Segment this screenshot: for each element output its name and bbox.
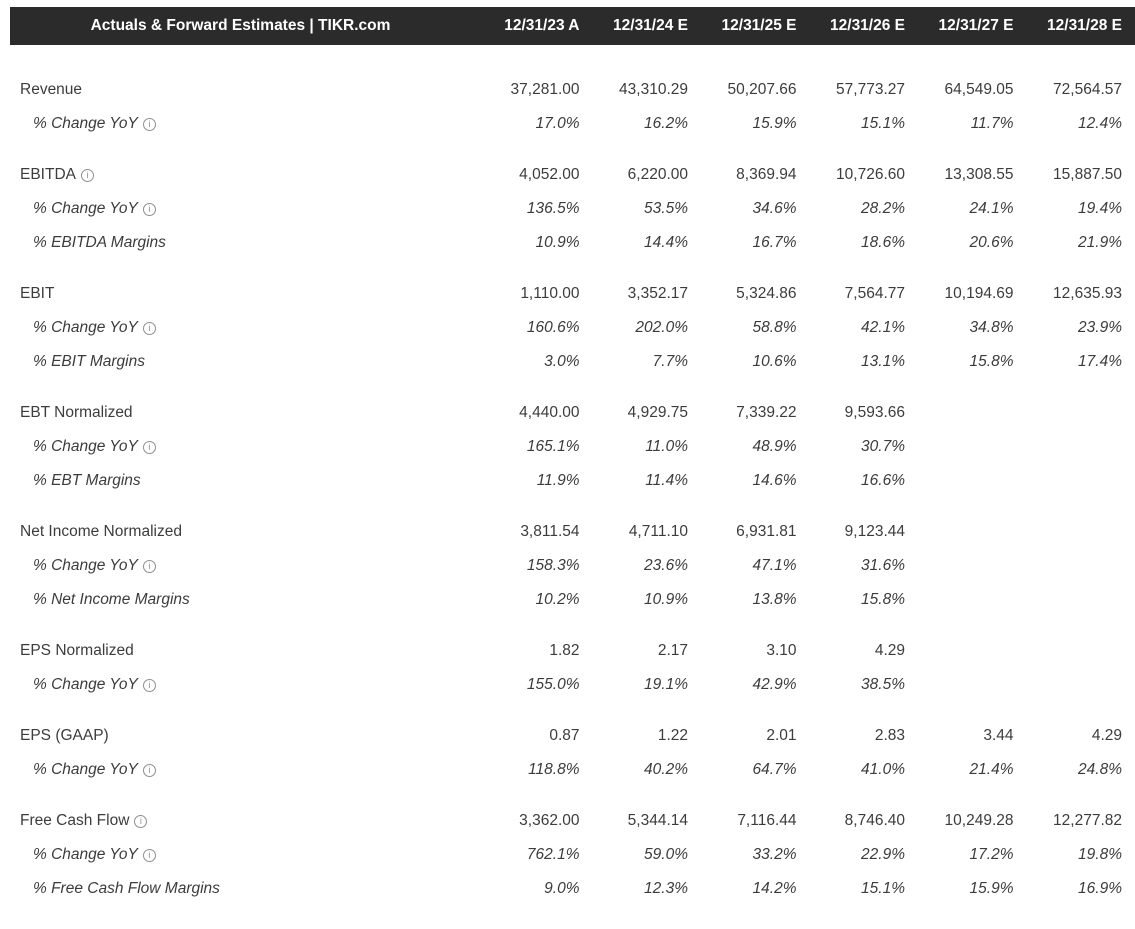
value-cell: 2.83 — [874, 727, 905, 744]
value-cell: 50,207.66 — [727, 81, 797, 98]
value-cell: 24.1% — [969, 200, 1014, 217]
value-cell: 15.9% — [969, 880, 1014, 897]
value-cell: 3,352.17 — [627, 285, 688, 302]
value-cell: 42.1% — [861, 319, 905, 336]
value-cell: 15.1% — [861, 880, 905, 897]
value-cell: 10.9% — [644, 591, 688, 608]
metric-section — [0, 719, 1122, 787]
row-label-cell — [0, 880, 471, 898]
value-cell: 21.4% — [969, 761, 1014, 778]
sub-metric-row — [0, 430, 1122, 464]
value-cell: 59.0% — [644, 846, 688, 863]
value-cell: 0.87 — [549, 727, 580, 744]
row-label-cell — [0, 81, 471, 99]
value-cell: 8,746.40 — [844, 812, 905, 829]
value-cell: 10,194.69 — [944, 285, 1014, 302]
value-cell: 3.0% — [544, 353, 580, 370]
value-cell: 7,339.22 — [736, 404, 797, 421]
row-label-cell — [0, 472, 471, 490]
row-label: % Change YoY — [33, 676, 138, 693]
sub-metric-row — [0, 464, 1122, 498]
value-cell: 57,773.27 — [836, 81, 905, 98]
value-cell: 6,931.81 — [736, 523, 797, 540]
table-header-bar — [10, 7, 1135, 45]
row-label-cell — [0, 166, 471, 184]
value-cell: 7,116.44 — [737, 812, 797, 829]
value-cell: 11.7% — [970, 115, 1014, 132]
value-cell: 17.2% — [969, 846, 1014, 863]
value-cell: 41.0% — [861, 761, 905, 778]
sub-metric-row — [0, 838, 1122, 872]
value-cell: 42.9% — [752, 676, 797, 693]
value-cell: 13.1% — [861, 353, 905, 370]
value-cell: 24.8% — [1078, 761, 1122, 778]
value-cell: 48.9% — [752, 438, 797, 455]
value-cell: 16.2% — [644, 115, 688, 132]
value-cell: 14.2% — [752, 880, 797, 897]
value-cell: 22.9% — [861, 846, 905, 863]
metric-row — [0, 396, 1122, 430]
metric-section — [0, 396, 1122, 498]
row-label-cell — [0, 676, 471, 694]
value-cell: 58.8% — [752, 319, 797, 336]
value-cell: 19.1% — [644, 676, 688, 693]
value-cell: 34.8% — [969, 319, 1014, 336]
value-cell: 53.5% — [644, 200, 688, 217]
metric-row — [0, 515, 1122, 549]
row-label: % EBT Margins — [33, 472, 141, 489]
value-cell: 30.7% — [861, 438, 905, 455]
column-header: 12/31/25 E — [721, 17, 797, 34]
info-icon[interactable]: i — [143, 764, 156, 777]
value-cell: 15.1% — [861, 115, 905, 132]
sub-metric-row — [0, 583, 1122, 617]
sub-metric-row — [0, 345, 1122, 379]
metric-row — [0, 158, 1122, 192]
sub-metric-row — [0, 311, 1122, 345]
value-cell: 4,929.75 — [627, 404, 688, 421]
value-cell: 4,440.00 — [519, 404, 580, 421]
value-cell: 9,593.66 — [844, 404, 905, 421]
row-label: % Change YoY — [33, 761, 138, 778]
value-cell: 1.22 — [657, 727, 688, 744]
info-icon[interactable]: i — [81, 169, 94, 182]
value-cell: 20.6% — [969, 234, 1014, 251]
metric-row — [0, 634, 1122, 668]
value-cell: 19.4% — [1078, 200, 1122, 217]
value-cell: 1,110.00 — [520, 285, 580, 302]
value-cell: 16.6% — [861, 472, 905, 489]
value-cell: 18.6% — [861, 234, 905, 251]
row-label: % Change YoY — [33, 200, 138, 217]
value-cell: 72,564.57 — [1053, 81, 1122, 98]
metric-row — [0, 73, 1122, 107]
row-label-cell — [0, 234, 471, 252]
info-icon[interactable]: i — [134, 815, 147, 828]
sub-metric-row — [0, 872, 1122, 906]
value-cell: 37,281.00 — [510, 81, 580, 98]
row-label: EPS (GAAP) — [20, 727, 109, 744]
value-cell: 16.9% — [1078, 880, 1122, 897]
value-cell: 4.29 — [1091, 727, 1122, 744]
value-cell: 5,344.14 — [627, 812, 688, 829]
value-cell: 19.8% — [1078, 846, 1122, 863]
value-cell: 7,564.77 — [844, 285, 905, 302]
row-label: EBITDA — [20, 166, 76, 183]
value-cell: 160.6% — [526, 319, 580, 336]
row-label-cell — [0, 353, 471, 371]
value-cell: 17.0% — [535, 115, 580, 132]
value-cell: 38.5% — [861, 676, 905, 693]
value-cell: 11.0% — [645, 438, 688, 455]
row-label: % Net Income Margins — [33, 591, 190, 608]
info-icon[interactable]: i — [143, 679, 156, 692]
value-cell: 118.8% — [528, 761, 580, 778]
value-cell: 155.0% — [526, 676, 580, 693]
value-cell: 31.6% — [861, 557, 905, 574]
row-label-cell — [0, 846, 471, 864]
value-cell: 23.9% — [1078, 319, 1122, 336]
value-cell: 15.8% — [861, 591, 905, 608]
row-label-cell — [0, 200, 471, 218]
value-cell: 2.01 — [766, 727, 797, 744]
value-cell: 10.9% — [535, 234, 580, 251]
info-icon[interactable]: i — [143, 560, 156, 573]
value-cell: 9,123.44 — [844, 523, 905, 540]
sub-metric-row — [0, 226, 1122, 260]
row-label: EBT Normalized — [20, 404, 133, 421]
sub-metric-row — [0, 549, 1122, 583]
value-cell: 21.9% — [1078, 234, 1122, 251]
metric-section — [0, 277, 1122, 379]
value-cell: 8,369.94 — [736, 166, 797, 183]
column-header: 12/31/28 E — [1047, 17, 1122, 34]
value-cell: 11.4% — [645, 472, 688, 489]
row-label-cell — [0, 591, 471, 609]
value-cell: 10,726.60 — [836, 166, 905, 183]
row-label: % Change YoY — [33, 846, 138, 863]
sub-metric-row — [0, 192, 1122, 226]
info-icon[interactable]: i — [143, 441, 156, 454]
metric-row — [0, 804, 1122, 838]
row-label-cell — [0, 642, 471, 660]
info-icon[interactable]: i — [143, 849, 156, 862]
row-label-cell — [0, 727, 471, 745]
row-label: % EBIT Margins — [33, 353, 145, 370]
row-label-cell — [0, 438, 471, 456]
row-label: % EBITDA Margins — [33, 234, 166, 251]
value-cell: 64.7% — [752, 761, 797, 778]
value-cell: 10.6% — [752, 353, 797, 370]
value-cell: 165.1% — [526, 438, 580, 455]
value-cell: 4.29 — [874, 642, 905, 659]
row-label-cell — [0, 523, 471, 541]
metric-section — [0, 73, 1122, 141]
value-cell: 9.0% — [544, 880, 580, 897]
row-label-cell — [0, 319, 471, 337]
metric-section — [0, 804, 1122, 906]
value-cell: 33.2% — [752, 846, 797, 863]
row-label-cell — [0, 761, 471, 779]
metric-section — [0, 158, 1122, 260]
row-label-cell — [0, 404, 471, 422]
metric-section — [0, 634, 1122, 702]
info-icon[interactable]: i — [143, 118, 156, 131]
value-cell: 47.1% — [752, 557, 797, 574]
value-cell: 13,308.55 — [944, 166, 1014, 183]
value-cell: 7.7% — [652, 353, 688, 370]
row-label: % Change YoY — [33, 438, 138, 455]
value-cell: 23.6% — [644, 557, 688, 574]
value-cell: 16.7% — [752, 234, 797, 251]
value-cell: 43,310.29 — [619, 81, 688, 98]
sub-metric-row — [0, 107, 1122, 141]
column-header: 12/31/24 E — [613, 17, 688, 34]
value-cell: 14.6% — [752, 472, 797, 489]
value-cell: 2.17 — [657, 642, 688, 659]
value-cell: 3,811.54 — [520, 523, 580, 540]
metric-row — [0, 277, 1122, 311]
value-cell: 10,249.28 — [944, 812, 1014, 829]
info-icon[interactable]: i — [143, 322, 156, 335]
value-cell: 12,277.82 — [1053, 812, 1122, 829]
value-cell: 17.4% — [1078, 353, 1122, 370]
value-cell: 13.8% — [752, 591, 797, 608]
row-label-cell — [0, 812, 471, 830]
sub-metric-row — [0, 753, 1122, 787]
value-cell: 3.44 — [983, 727, 1014, 744]
value-cell: 12.4% — [1078, 115, 1122, 132]
row-label: % Change YoY — [33, 319, 138, 336]
row-label: EBIT — [20, 285, 55, 302]
value-cell: 10.2% — [535, 591, 580, 608]
value-cell: 28.2% — [861, 200, 905, 217]
value-cell: 136.5% — [526, 200, 580, 217]
value-cell: 64,549.05 — [944, 81, 1014, 98]
row-label-cell — [0, 557, 471, 575]
row-label: EPS Normalized — [20, 642, 134, 659]
row-label: Revenue — [20, 81, 83, 98]
value-cell: 40.2% — [644, 761, 688, 778]
value-cell: 3,362.00 — [519, 812, 580, 829]
estimates-table — [0, 45, 1135, 906]
row-label: % Change YoY — [33, 557, 138, 574]
metric-section — [0, 515, 1122, 617]
value-cell: 15.8% — [969, 353, 1014, 370]
value-cell: 12.3% — [644, 880, 688, 897]
value-cell: 14.4% — [644, 234, 688, 251]
value-cell: 12,635.93 — [1053, 285, 1122, 302]
value-cell: 34.6% — [752, 200, 797, 217]
column-header: 12/31/26 E — [830, 17, 905, 34]
column-header: 12/31/27 E — [938, 17, 1014, 34]
value-cell: 15,887.50 — [1053, 166, 1122, 183]
value-cell: 11.9% — [536, 472, 580, 489]
value-cell: 6,220.00 — [627, 166, 688, 183]
value-cell: 202.0% — [635, 319, 688, 336]
row-label: Free Cash Flow — [20, 812, 130, 829]
row-label: % Change YoY — [33, 115, 138, 132]
value-cell: 1.82 — [549, 642, 580, 659]
metric-row — [0, 719, 1122, 753]
value-cell: 158.3% — [526, 557, 580, 574]
value-cell: 3.10 — [766, 642, 797, 659]
value-cell: 4,052.00 — [519, 166, 580, 183]
row-label: Net Income Normalized — [20, 523, 182, 540]
row-label-cell — [0, 285, 471, 303]
row-label-cell — [0, 115, 471, 133]
sub-metric-row — [0, 668, 1122, 702]
column-header: 12/31/23 A — [504, 17, 580, 34]
info-icon[interactable]: i — [143, 203, 156, 216]
row-label: % Free Cash Flow Margins — [33, 880, 220, 897]
value-cell: 15.9% — [752, 115, 797, 132]
value-cell: 5,324.86 — [736, 285, 797, 302]
value-cell: 762.1% — [526, 846, 580, 863]
value-cell: 4,711.10 — [628, 523, 688, 540]
table-title: Actuals & Forward Estimates | TIKR.com — [90, 17, 391, 34]
